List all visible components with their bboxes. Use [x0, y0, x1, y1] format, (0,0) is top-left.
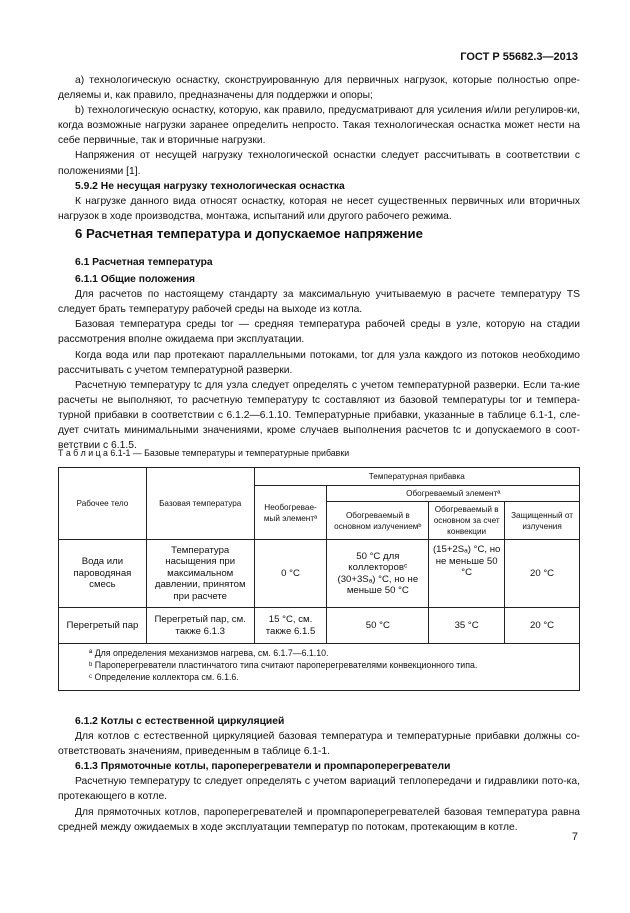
text-block-6-1-2 [58, 714, 580, 835]
header-convection: Обогреваемый в основном за счет конвекции [429, 502, 505, 540]
cell-base: Перегретый пар, см. также 6.1.3 [146, 608, 254, 644]
cell-medium: Вода или пароводяная смесь [59, 540, 147, 608]
subheading-6-1-1: 6.1.1 Общие положения [75, 274, 195, 286]
cell-protected: 20 °C [505, 540, 580, 608]
paragraph: Когда вода или пар протекают параллельными потоками, tor для узла каждого из потоков необходимо рассчитывать с учетом температурной разверки. [58, 349, 580, 376]
cell-convection: (15+2Sₐ) °C, но не меньше 50 °C [429, 540, 505, 608]
paragraph: Расчетную температуру tc для узла следует определять с учетом температурной разверки. Если та-кие расчеты не выполняют, то расчетную температуру tc составляют из базовой температуры tor и темпера-турной прибавки в соответствии с 6.1.2—6.1.10. Температурные прибавки, указанные в таблице 6.1-1, сле-дует считать минимальными значениями, кроме случаев выполнения расчетов tc и допускаемого в соот-ветствии с 6.1.5. [58, 379, 580, 452]
section-6-title: 6 Расчетная температура и допускаемое напряжение [75, 226, 423, 241]
header-base-temperature: Базовая температура [146, 468, 254, 540]
cell-convection: 35 °C [429, 608, 505, 644]
table-caption: Т а б л и ц а 6.1-1 — Базовые температуры и температурные прибавки [58, 448, 350, 458]
header-radiation: Обогреваемый в основном излучениемᵇ [327, 502, 429, 540]
header-heated: Обогреваемый элементª [327, 486, 580, 502]
header-working-medium: Рабочее тело [59, 468, 147, 540]
paragraph: Для прямоточных котлов, пароперегревателей и промпароперегревателей базовая температура равна средней между ожидаемых в ходе эксплуатации температур по потокам, протекающим в котле. [58, 806, 580, 833]
temperature-table [58, 467, 580, 691]
text-block-6-1 [58, 255, 580, 453]
paragraph: Расчетную температуру tc следует определять с учетом вариаций теплопередачи и гидравлики пото-ка, протекающего в котле. [58, 776, 580, 803]
subheading-6-1-3: 6.1.3 Прямоточные котлы, пароперегреватели и промпароперегреватели [75, 761, 451, 773]
footnote-c: ᶜ Определение коллектора см. 6.1.6. [89, 672, 239, 683]
footnote-a: ª Для определения механизмов нагрева, см. 6.1.7—6.1.10. [89, 648, 329, 658]
paragraph: Для котлов с естественной циркуляцией базовая температура и температурные прибавки должны со-ответствовать значениям, приведенным в таблице 6.1-1. [58, 731, 580, 758]
paragraph: Базовая температура среды tor — средняя температура рабочей среды в узле, которую на стадии рассмотрения вполне ожидаема при эксплуатации. [58, 319, 580, 346]
cell-radiation: 50 °C для коллекторовᶜ (30+3Sₐ) °C, но не меньше 50 °C [327, 540, 429, 608]
header-unheated: Необогревае-мый элементª [254, 486, 327, 540]
header-protected: Защищенный от излучения [505, 502, 580, 540]
paragraph: а) технологическую оснастку, сконструированную для первичных нагрузок, которые полностью опре-деляемы и, как правило, предназначены для поддержки и опоры; [58, 75, 580, 102]
footnote-b: ᵇ Пароперегреватели пластинчатого типа считают пароперегревателями конвекционного типа. [89, 660, 478, 671]
page-number: 7 [571, 831, 578, 843]
paragraph: b) технологическую оснастку, которую, как правило, предусматривают для усиления и/или регулиров-ки, когда возможные нагрузки заранее определить непросто. Такая технологическая оснастка может нести на себе первичные, так и вторичные нагрузки. [58, 105, 580, 147]
cell-unheated: 15 °C, см. также 6.1.5 [254, 608, 327, 644]
subheading-5-9-2: 5.9.2 Не несущая нагрузку технологическая оснастка [75, 180, 345, 192]
table-notes [59, 644, 580, 691]
cell-radiation: 50 °C [327, 608, 429, 644]
header-temperature-allowance: Температурная прибавка [254, 468, 579, 486]
cell-protected: 20 °C [505, 608, 580, 644]
text-block-5-9 [58, 73, 580, 224]
subheading-6-1-2: 6.1.2 Котлы с естественной циркуляцией [75, 716, 285, 727]
subheading-6-1: 6.1 Расчетная температура [75, 257, 213, 268]
paragraph: Напряжения от несущей нагрузку технологической оснастки следует рассчитывать в соответствии с положениями [1]. [58, 150, 580, 177]
cell-unheated: 0 °C [254, 540, 327, 608]
cell-medium: Перегретый пар [59, 608, 147, 644]
paragraph: Для расчетов по настоящему стандарту за максимальную учитываемую в расчете температуру TS следует брать температуру рабочей среды на выходе из котла. [58, 289, 580, 316]
cell-base: Температура насыщения при максимальном давлении, принятом при расчете [146, 540, 254, 608]
standard-header: ГОСТ Р 55682.3—2013 [460, 51, 578, 63]
paragraph: К нагрузке данного вида относят оснастку, которая не несет существенных первичных или вторичных нагрузок в ходе производства, монтажа, испытаний или другого рабочего режима. [58, 195, 580, 222]
